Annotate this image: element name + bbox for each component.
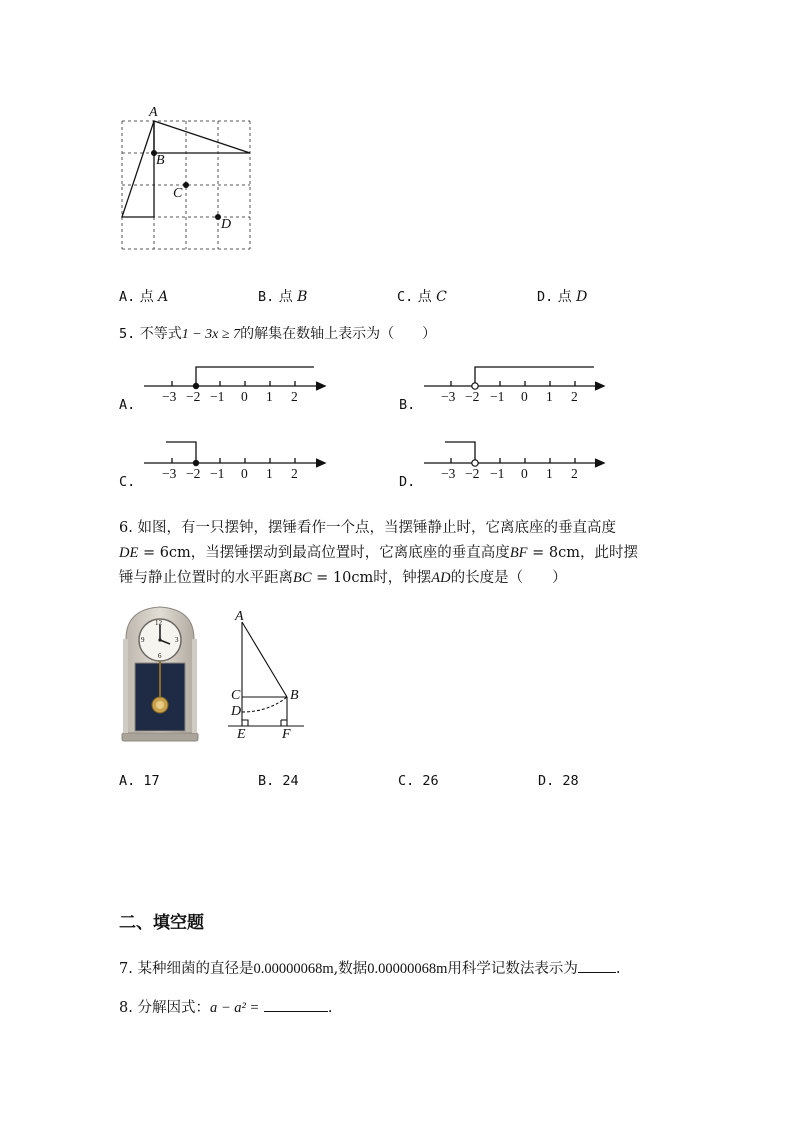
- label-c: C: [173, 186, 183, 201]
- fig-label-d: D: [231, 704, 242, 719]
- option-var: C: [436, 289, 447, 305]
- q5-option-d-letter: D.: [399, 474, 416, 490]
- q6-text: = 6cm，当摆锤摆动到最高位置时，它离底座的垂直高度: [138, 545, 510, 561]
- q7-number: 0.00000068m: [367, 961, 448, 977]
- q7-end: .: [615, 961, 621, 977]
- q8: [119, 996, 332, 1017]
- tick-label: 2: [291, 466, 298, 481]
- fig-label-b: B: [290, 688, 299, 703]
- tick-label: 2: [571, 466, 578, 481]
- tick-label: 1: [266, 466, 273, 481]
- option-letter: A.: [119, 289, 136, 305]
- q7-text: 用科学记数法表示为: [447, 961, 578, 977]
- clock-numeral: 3: [175, 636, 179, 644]
- stem-suffix: 的解集在数轴上表示为（ ）: [240, 326, 437, 342]
- tick-label: −3: [162, 389, 177, 404]
- clock-numeral: 9: [141, 636, 145, 644]
- q6-text: = 8cm，此时摆: [527, 545, 638, 561]
- tick-label: −2: [186, 466, 201, 481]
- option-var: D: [576, 289, 588, 305]
- q6-text: = 10cm时，钟摆: [311, 570, 432, 586]
- q5-option-c-letter: C.: [119, 474, 136, 490]
- label-d: D: [221, 217, 232, 232]
- section-title: 二、填空题: [119, 913, 204, 933]
- label-a: A: [149, 105, 158, 120]
- option-text: 点: [278, 289, 298, 305]
- q5-option-a-letter: A.: [119, 397, 136, 413]
- label-b: B: [156, 153, 165, 168]
- option-text: 点: [139, 289, 159, 305]
- tick-label: 1: [546, 389, 553, 404]
- tick-label: −3: [162, 466, 177, 481]
- stem-prefix: 不等式: [139, 326, 182, 342]
- option-value: 17: [143, 773, 160, 789]
- option-letter: C.: [397, 289, 414, 305]
- tick-label: 0: [521, 466, 528, 481]
- tick-label: 2: [571, 389, 578, 404]
- q8-text: 8. 分解因式：: [119, 1000, 210, 1016]
- q7-text: 7. 某种细菌的直径是: [119, 961, 254, 977]
- option-letter: B.: [258, 773, 275, 789]
- tick-label: −1: [490, 466, 505, 481]
- q6-text: 的长度是（ ）: [450, 570, 567, 586]
- tick-label: 0: [241, 466, 248, 481]
- tick-label: −2: [465, 466, 480, 481]
- q6-de: DE: [119, 545, 139, 561]
- clock-numeral: 6: [158, 652, 162, 660]
- option-letter: D.: [538, 773, 555, 789]
- q5-option-b-letter: B.: [399, 397, 416, 413]
- option-var: B: [297, 289, 308, 305]
- q7-answer-blank[interactable]: [578, 958, 616, 973]
- q6-ad: AD: [431, 570, 451, 586]
- option-letter: D.: [537, 289, 554, 305]
- q6-bc: BC: [293, 570, 312, 586]
- option-value: 28: [562, 773, 579, 789]
- option-letter: C.: [398, 773, 415, 789]
- clock-numeral: 12: [155, 619, 162, 627]
- q8-answer-blank[interactable]: [264, 997, 328, 1012]
- q6-option-c[interactable]: [398, 773, 439, 789]
- stem-math: 1 − 3x ≥ 7: [181, 327, 241, 342]
- question-number: 5.: [119, 326, 136, 342]
- q6-bf: BF: [509, 545, 528, 561]
- option-value: 24: [282, 773, 299, 789]
- q6-line-1: 6. 如图，有一只摆钟，摆锤看作一个点，当摆锤静止时，它离底座的垂直高度: [119, 520, 616, 536]
- fig-label-a: A: [235, 609, 244, 624]
- tick-label: −1: [490, 389, 505, 404]
- option-letter: A.: [119, 773, 136, 789]
- fig-label-e: E: [237, 727, 246, 742]
- tick-label: −2: [186, 389, 201, 404]
- option-text: 点: [557, 289, 577, 305]
- tick-label: 1: [546, 466, 553, 481]
- tick-label: 2: [291, 389, 298, 404]
- tick-label: −3: [441, 389, 456, 404]
- q8-math: a − a² =: [209, 1000, 260, 1016]
- q6-option-d[interactable]: [538, 773, 579, 789]
- tick-label: −3: [441, 466, 456, 481]
- option-value: 26: [422, 773, 439, 789]
- q7: [119, 957, 620, 978]
- option-var: A: [158, 289, 169, 305]
- tick-label: −1: [210, 466, 225, 481]
- tick-label: −2: [465, 389, 480, 404]
- fig-label-c: C: [231, 688, 241, 703]
- tick-label: 0: [521, 389, 528, 404]
- q6-option-a[interactable]: [119, 773, 160, 789]
- q7-text: ,数据: [333, 961, 368, 977]
- tick-label: −1: [210, 389, 225, 404]
- fig-label-f: F: [282, 727, 291, 742]
- option-letter: B.: [258, 289, 275, 305]
- q6-text: 锤与静止位置时的水平距离: [119, 570, 293, 586]
- tick-label: 1: [266, 389, 273, 404]
- q8-end: .: [327, 1000, 333, 1016]
- tick-label: 0: [241, 389, 248, 404]
- q6-option-b[interactable]: [258, 773, 299, 789]
- q7-number: 0.00000068m: [253, 961, 334, 977]
- option-text: 点: [417, 289, 437, 305]
